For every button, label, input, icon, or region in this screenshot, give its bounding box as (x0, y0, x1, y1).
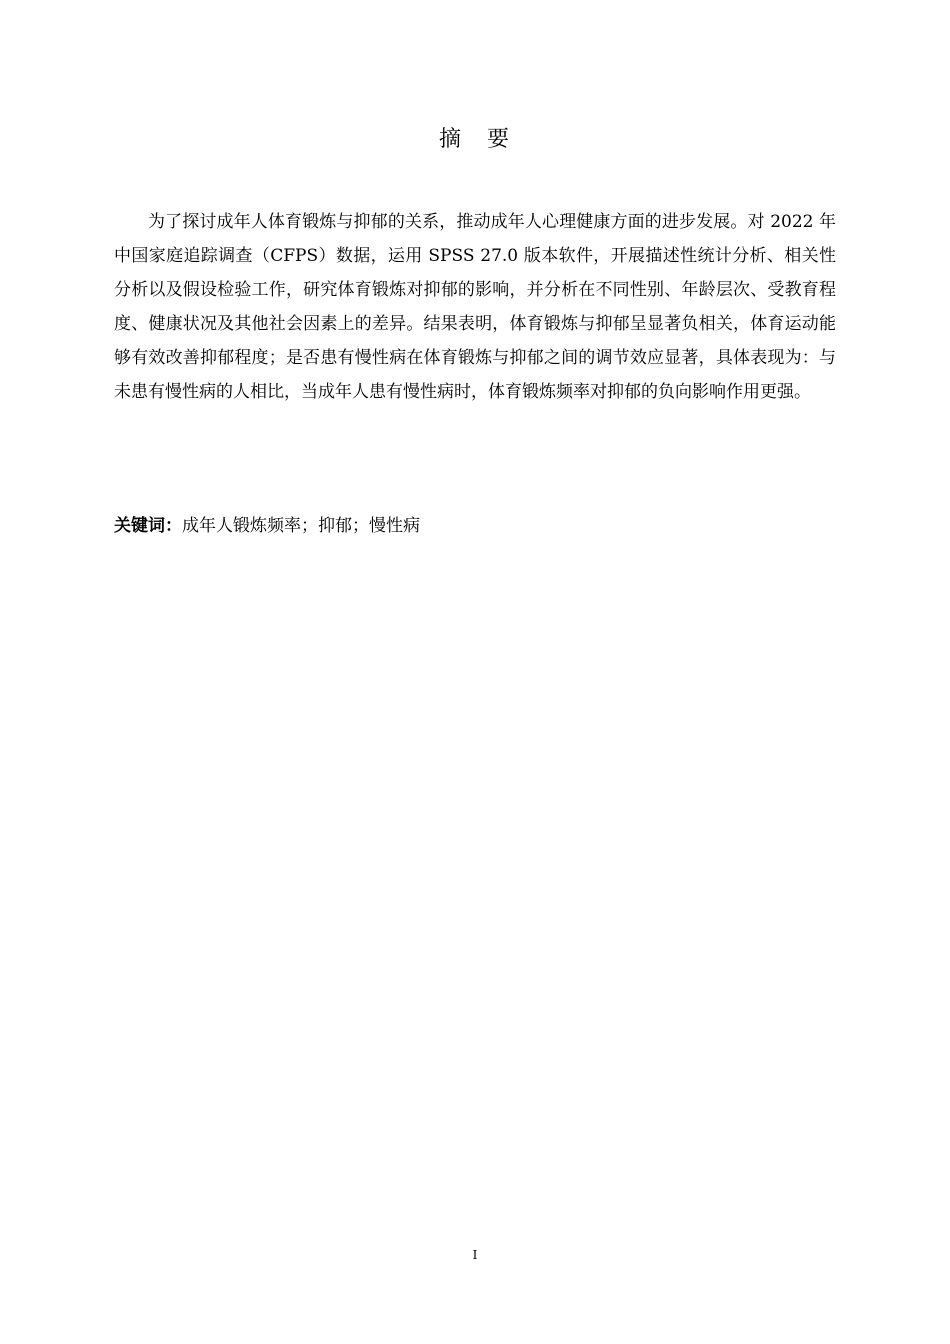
keywords-line (114, 512, 836, 540)
keywords-label: 关键词： (114, 516, 182, 536)
page-number: I (472, 1248, 478, 1262)
abstract-paragraph: 为了探讨成年人体育锻炼与抑郁的关系，推动成年人心理健康方面的进步发展。对 2022 年中国家庭追踪调查（CFPS）数据，运用 SPSS 27.0 版本软件，开展描述性统计分析、相关性分析以及假设检验工作，研究体育锻炼对抑郁的影响，并分析在不同性别、年龄层次、受教育程度、健康状况及其他社会因素上的差异。结果表明，体育锻炼与抑郁呈显著负相关，体育运动能够有效改善抑郁程度；是否患有慢性病在体育锻炼与抑郁之间的调节效应显著，具体表现为：与未患有慢性病的人相比，当成年人患有慢性病时，体育锻炼频率对抑郁的负向影响作用更强。 (114, 212, 836, 402)
keywords-text: 成年人锻炼频率；抑郁；慢性病 (182, 516, 420, 536)
abstract-title: 摘 要 (438, 127, 511, 152)
